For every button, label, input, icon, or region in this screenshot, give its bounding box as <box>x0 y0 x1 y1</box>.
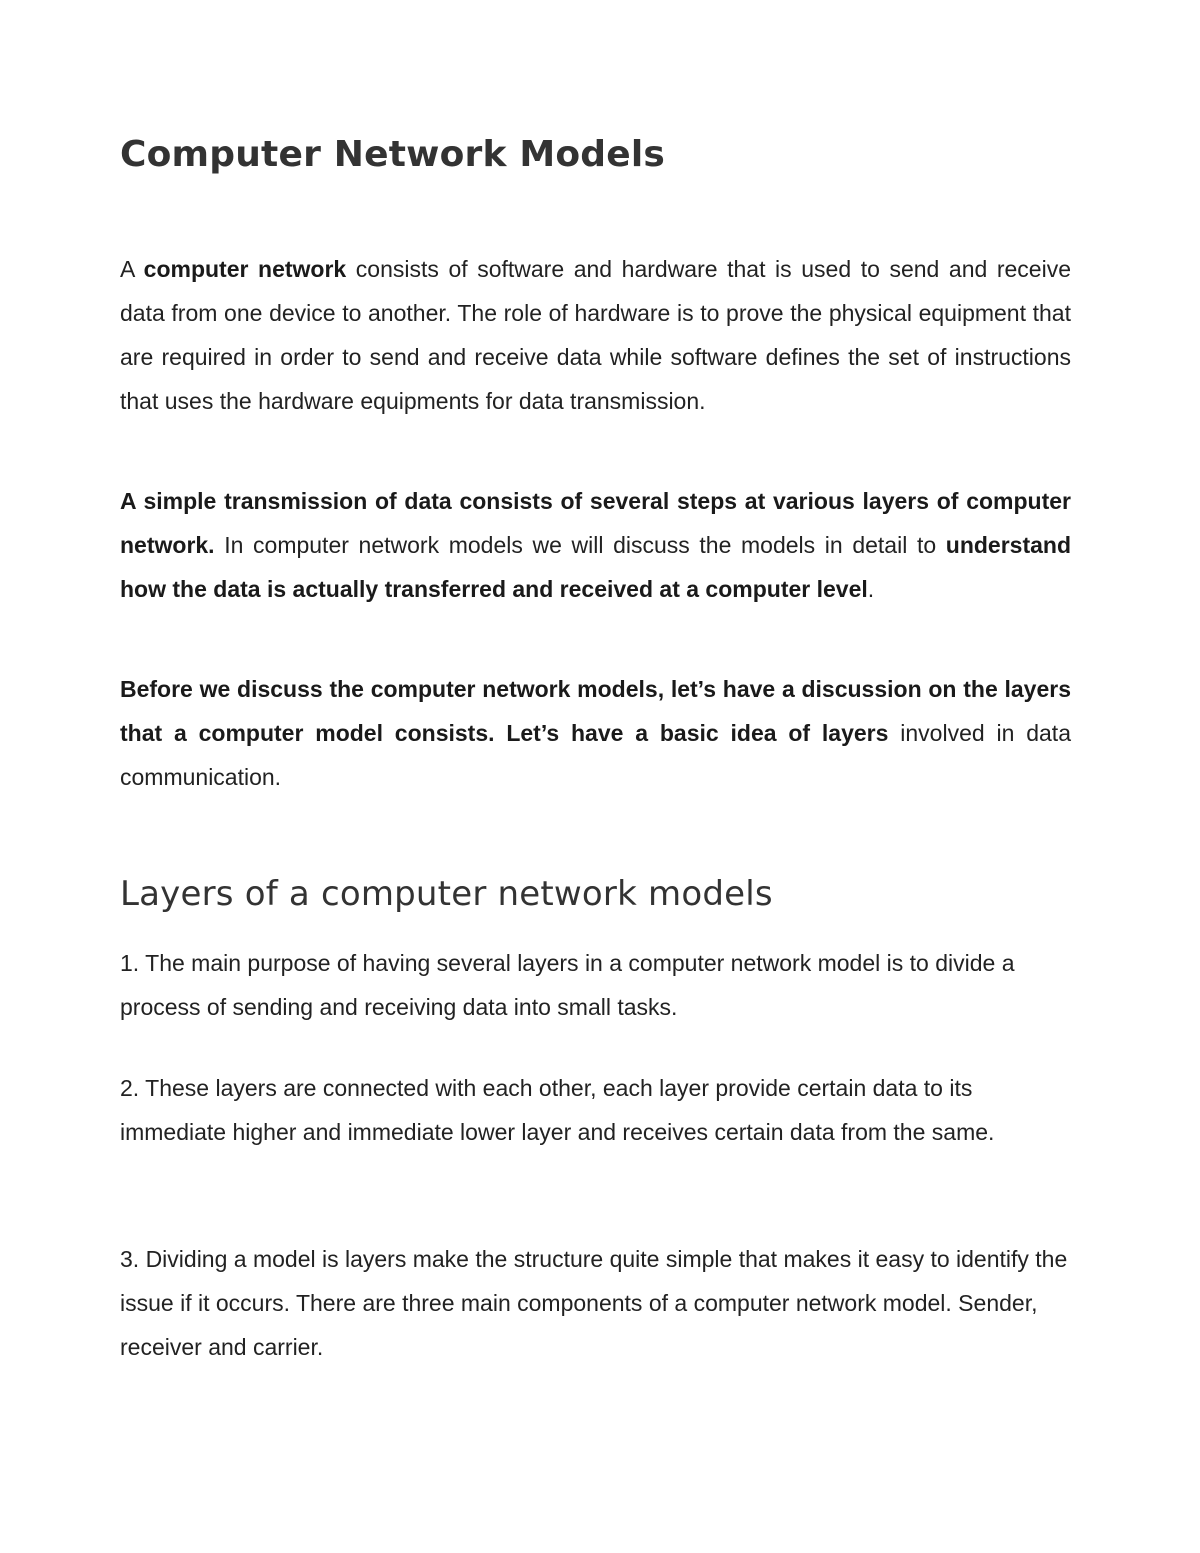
section-heading: Layers of a computer network models <box>120 874 773 914</box>
text-run: In computer network models we will discuss the models in detail to <box>214 532 946 558</box>
intro-paragraph-1 <box>120 247 1071 423</box>
intro-paragraph-3 <box>120 667 1071 799</box>
page-title: Computer Network Models <box>120 134 666 175</box>
intro-paragraph-2 <box>120 479 1071 611</box>
bold-run: A simple transmission of data consists of several steps at various layers of computer network. <box>120 488 1071 558</box>
bold-run: Before we discuss the computer network models, let’s have a discussion on the layers that a computer model consists. Let’s have a basic idea of layers <box>120 676 1071 746</box>
list-item: 2. These layers are connected with each other, each layer provide certain data to its immediate higher and immediate lower layer and receives certain data from the same. <box>120 1075 995 1145</box>
text-run: consists of software and hardware that is used to send and receive data from one device to another. The role of hardware is to prove the physical equipment that are required in order to send and receive data while software defines the set of instructions that uses the hardware equipments for data transmission. <box>120 256 1071 414</box>
bold-run: understand how the data is actually transferred and received at a computer level <box>120 532 1071 602</box>
text-run: A <box>120 256 144 282</box>
text-run: . <box>867 576 875 602</box>
text-run: involved in data communication. <box>120 720 1071 790</box>
bold-term-computer-network: computer network <box>143 256 347 282</box>
list-item: 3. Dividing a model is layers make the structure quite simple that makes it easy to identify the issue if it occurs. There are three main components of a computer network model. Sender, receiver and carrier. <box>120 1246 1068 1360</box>
list-item: 1. The main purpose of having several layers in a computer network model is to divide a process of sending and receiving data into small tasks. <box>120 950 1015 1020</box>
